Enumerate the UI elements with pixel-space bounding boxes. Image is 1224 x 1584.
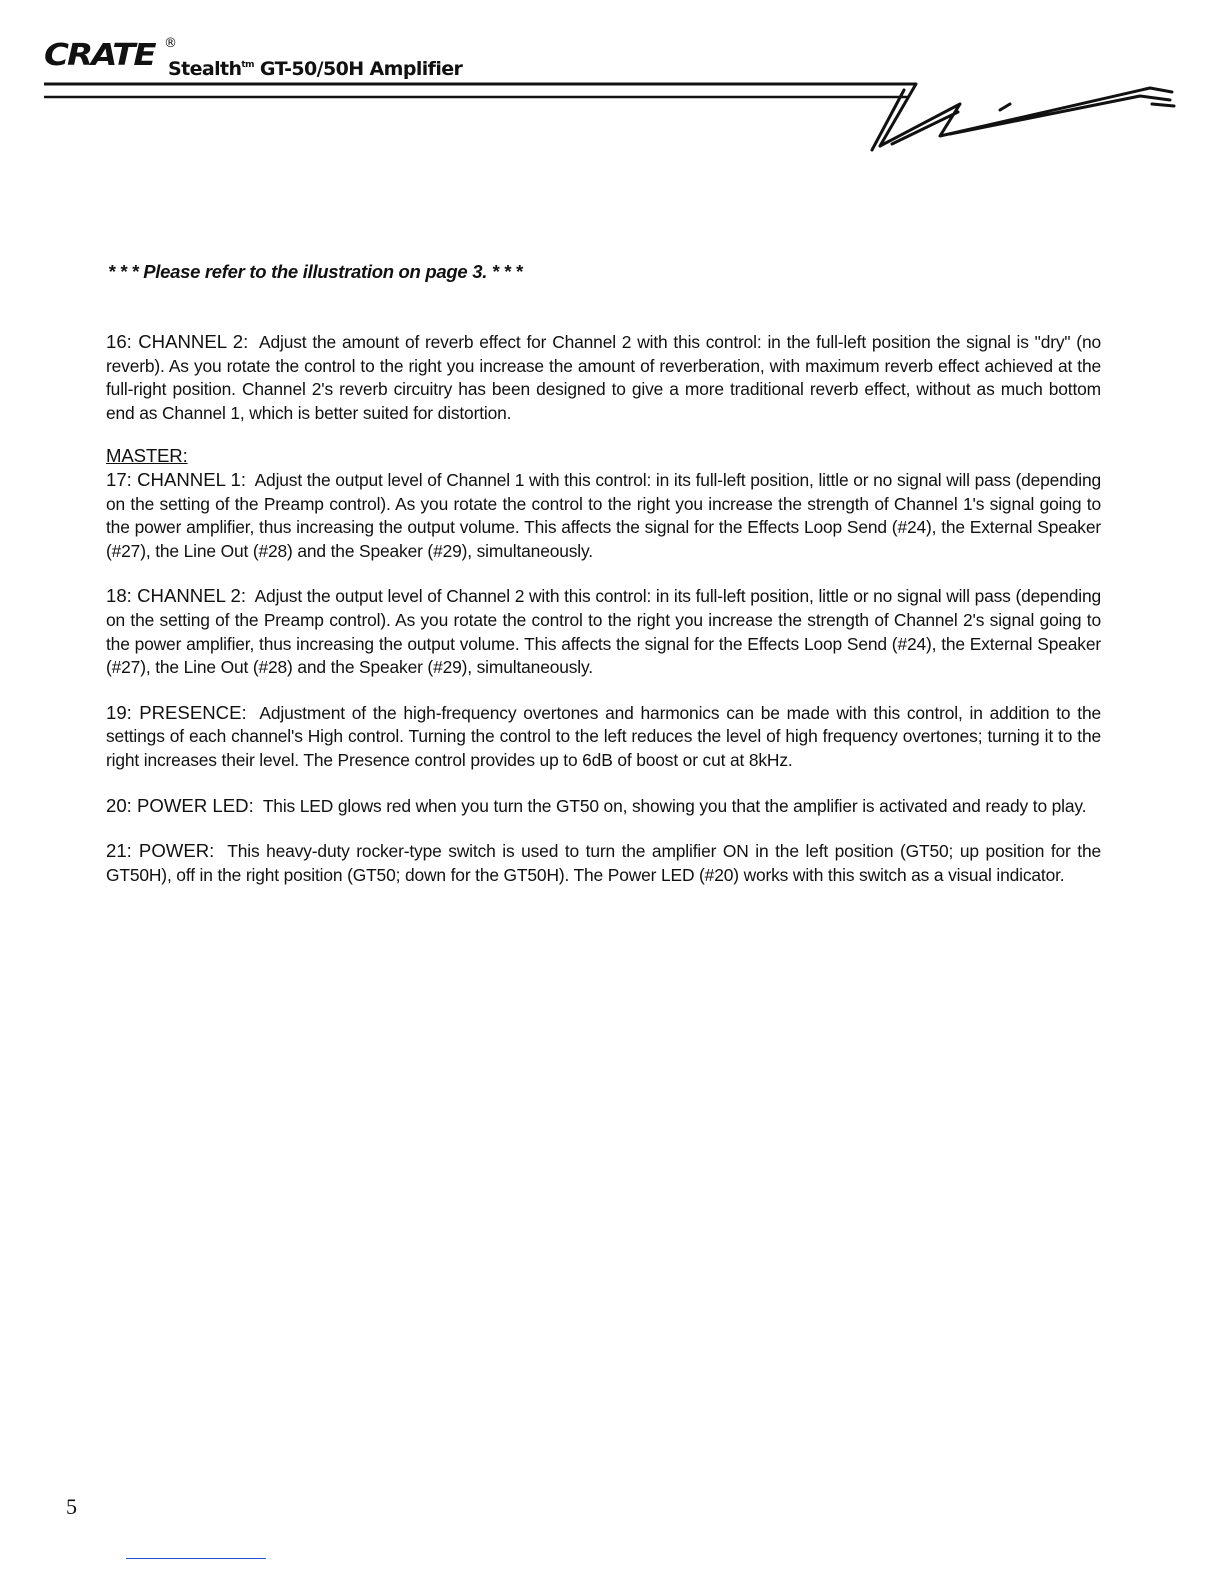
header-rule-graphic [0, 0, 1224, 160]
master-heading: MASTER: [106, 445, 188, 467]
footer-rule [126, 1558, 266, 1559]
item-21 [106, 839, 1101, 887]
item-19 [106, 701, 1101, 773]
registered-mark: ® [164, 36, 177, 51]
master-section [106, 444, 1101, 563]
trademark: tm [241, 60, 254, 70]
item-19-body: Adjustment of the high-frequency overtones and harmonics can be made with this control, in addition to the settings of each channel's High control. Turning the control to the left reduces the level of high frequency overtones; turning it to the right increases their level. The Presence control provides up to 6dB of boost or cut at 8kHz. [106, 702, 1101, 770]
item-20-body: This LED glows red when you turn the GT50 on, showing you that the amplifier is activated and ready to play. [262, 795, 1087, 816]
item-16-body: Adjust the amount of reverb effect for Channel 2 with this control: in the full-left position the signal is "dry" (no reverb). As you rotate the control to the right you increase the amount of reverberation, with maximum reverb effect achieved at the full-right position. Channel 2's reverb circuitry has been designed to give a more traditional reverb effect, without as much bottom end as Channel 1, which is better suited for distortion. [106, 332, 1101, 423]
brand-logo: CRATE [44, 37, 155, 73]
reference-note: * * * Please refer to the illustration on page 3. * * * [108, 261, 523, 282]
item-16-lead: 16: CHANNEL 2: [106, 331, 249, 352]
item-20-lead: 20: POWER LED: [106, 794, 254, 816]
item-18-lead: 18: CHANNEL 2: [106, 585, 247, 607]
document-title: Stealth$^{tm}$ GT-50/50H Amplifier [168, 58, 463, 80]
content-body [106, 330, 1101, 908]
item-17-lead: 17: CHANNEL 1: [106, 468, 247, 490]
item-18 [106, 584, 1101, 679]
item-20 [106, 794, 1101, 819]
item-17-body: Adjust the output level of Channel 1 with this control: in its full-left position, little or no signal will pass (depending on the setting of the Preamp control). As you rotate the control to the right you increase the strength of Channel 1's signal going to the power amplifier, thus increasing the output volume. This affects the signal for the Effects Loop Send (#24), the External Speaker (#27), the Line Out (#28) and the Speaker (#29), simultaneously. [106, 469, 1101, 561]
page-number: 5 [66, 1494, 77, 1519]
item-18-body: Adjust the output level of Channel 2 with this control: in its full-left position, little or no signal will pass (depending on the setting of the Preamp control). As you rotate the control to the right you increase the strength of Channel 2's signal going to the power amplifier, thus increasing the output volume. This affects the signal for the Effects Loop Send (#24), the External Speaker (#27), the Line Out (#28) and the Speaker (#29), simultaneously. [106, 586, 1101, 678]
item-16 [106, 330, 1101, 425]
item-21-body: This heavy-duty rocker-type switch is used to turn the amplifier ON in the left position (GT50; up position for the GT50H), off in the right position (GT50; down for the GT50H). The Power LED (#20) works with this switch as a visual indicator. [106, 841, 1101, 885]
item-21-lead: 21: POWER: [106, 840, 215, 862]
item-19-lead: 19: PRESENCE: [106, 701, 247, 723]
